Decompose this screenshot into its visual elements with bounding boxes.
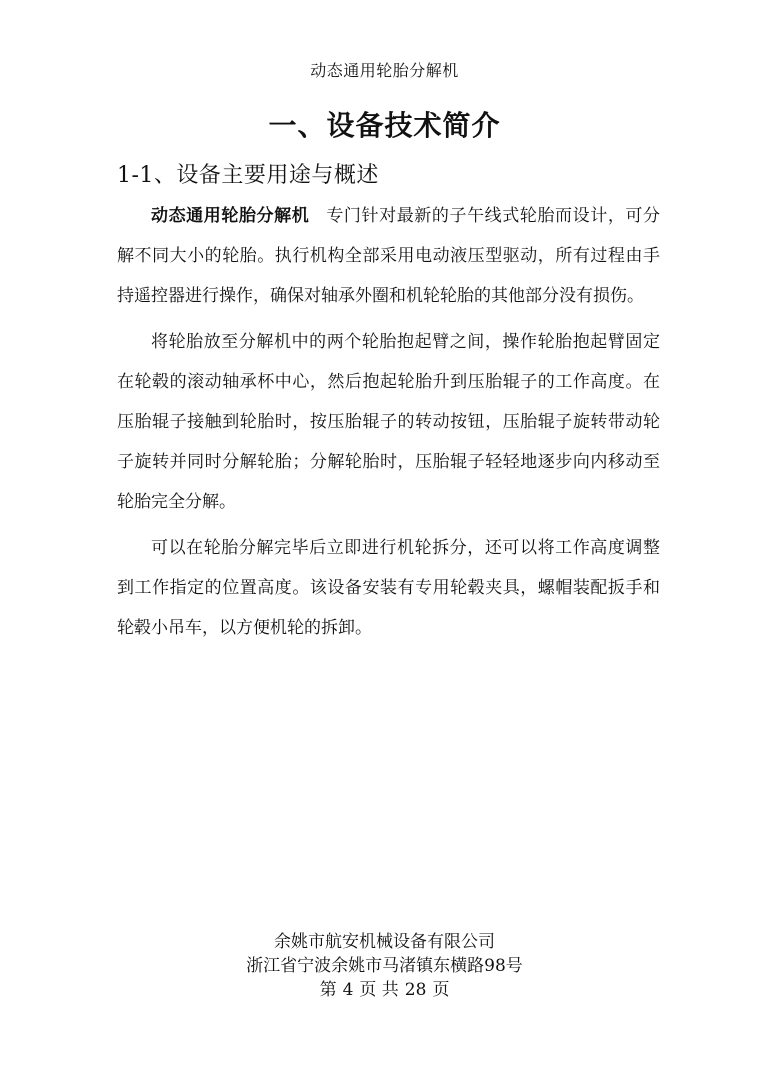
footer-address: 浙江省宁波余姚市马渚镇东横路98号 — [246, 956, 523, 976]
page-middle: 页 共 — [359, 980, 399, 1000]
page-footer — [0, 930, 769, 1002]
footer-company: 余姚市航安机械设备有限公司 — [274, 932, 495, 952]
paragraph-1-text: 专门针对最新的子午线式轮胎而设计，可分解不同大小的轮胎。执行机构全部采用电动液压型驱动，所有过程由手持遥控器进行操作，确保对轴承外圈和机轮轮胎的其他部分没有损伤。 — [117, 206, 661, 306]
paragraph-3: 可以在轮胎分解完毕后立即进行机轮拆分，还可以将工作高度调整到工作指定的位置高度。该设备安装有专用轮毂夹具，螺帽装配扳手和轮毂小吊车，以方便机轮的拆卸。 — [117, 538, 660, 638]
running-header: 动态通用轮胎分解机 — [310, 61, 459, 80]
page-suffix: 页 — [432, 980, 450, 1000]
chapter-title: 一、设备技术简介 — [268, 109, 501, 142]
page-current: 4 — [342, 980, 354, 1000]
section-heading: 1-1、设备主要用途与概述 — [117, 163, 379, 188]
paragraph-1 — [117, 196, 660, 316]
page-number — [0, 978, 769, 1002]
paragraph-2: 将轮胎放至分解机中的两个轮胎抱起臂之间，操作轮胎抱起臂固定在轮毂的滚动轴承杯中心，然后抱起轮胎升到压胎辊子的工作高度。在压胎辊子接触到轮胎时，按压胎辊子的转动按钮，压胎辊子旋转带动轮子旋转并同时分解轮胎；分解轮胎时，压胎辊子轻轻地逐步向内移动至轮胎完全分解。 — [117, 332, 660, 512]
page-prefix: 第 — [319, 980, 337, 1000]
body-text — [117, 196, 660, 654]
product-name-term: 动态通用轮胎分解机 — [151, 206, 310, 226]
page-total: 28 — [404, 980, 427, 1000]
